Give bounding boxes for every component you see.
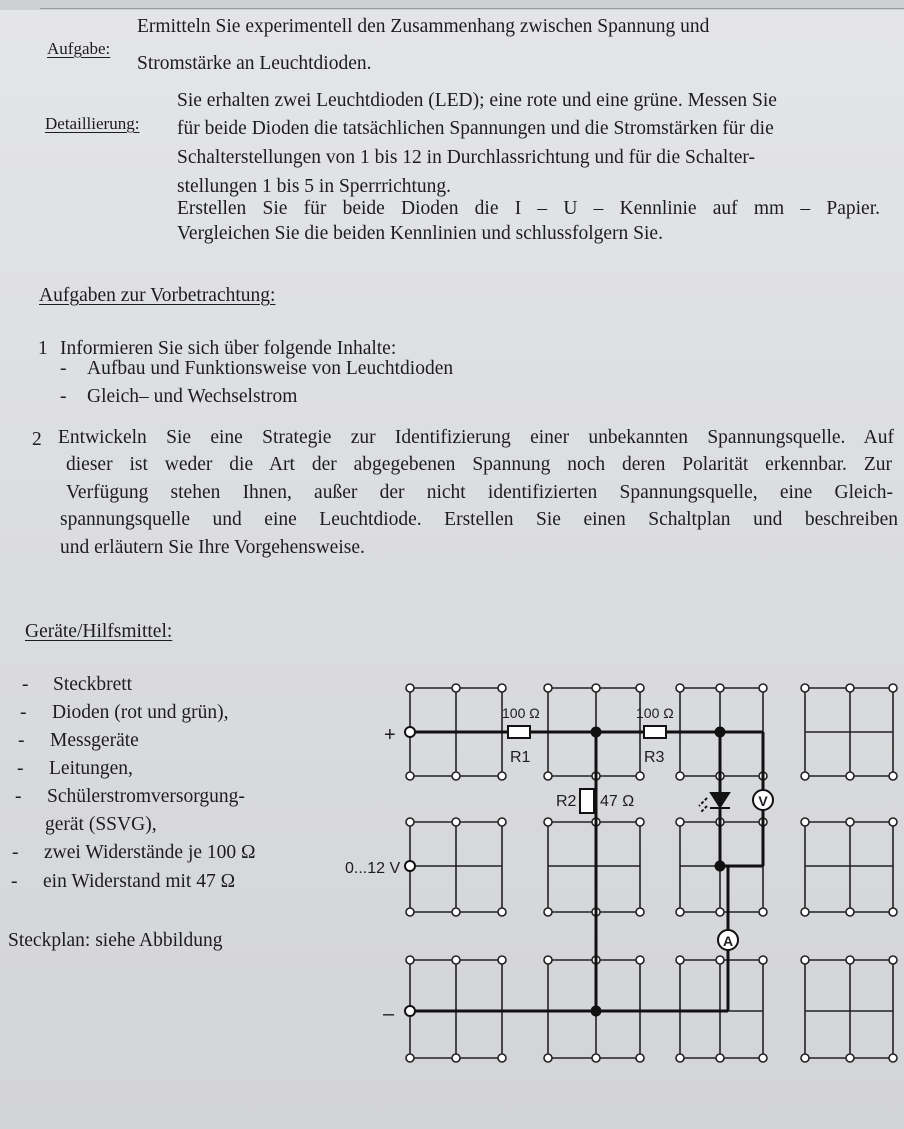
- detail-line-2: für beide Dioden die tatsächlichen Spannungen und die Stromstärken für die: [177, 118, 774, 139]
- equipment-item-4: Leitungen,: [49, 758, 133, 779]
- junction-dots: [405, 727, 726, 1017]
- breadboard-hole: [889, 908, 897, 916]
- equipment-dash-8: -: [11, 871, 18, 892]
- plan-text: Steckplan: siehe Abbildung: [8, 930, 223, 951]
- detail-line-6: Vergleichen Sie die beiden Kennlinien und schlussfolgern Sie.: [177, 223, 663, 244]
- r3-label: R3: [644, 749, 665, 766]
- breadboard-hole: [406, 908, 414, 916]
- breadboard-hole: [636, 818, 644, 826]
- breadboard-hole: [406, 818, 414, 826]
- breadboard-hole: [889, 1054, 897, 1062]
- pre-item2-line-1: Entwickeln Sie eine Strategie zur Identifizierung einer unbekannten Spannungsquelle. Auf: [58, 427, 894, 448]
- breadboard-hole: [452, 684, 460, 692]
- led-arrow: [699, 798, 707, 806]
- breadboard-hole: [636, 684, 644, 692]
- breadboard-hole: [846, 818, 854, 826]
- detail-label: Detaillierung:: [45, 114, 140, 133]
- pre-bullet-1-dash: -: [60, 358, 67, 379]
- breadboard-hole: [452, 908, 460, 916]
- pre-bullet-2-dash: -: [60, 386, 67, 407]
- breadboard-hole: [889, 684, 897, 692]
- breadboard-hole: [846, 772, 854, 780]
- detail-line-5: Erstellen Sie für beide Dioden die I – U – Kennlinie auf mm – Papier.: [177, 198, 880, 219]
- breadboard-hole: [801, 1054, 809, 1062]
- resistor-r2: [580, 789, 594, 813]
- plus-label: +: [384, 724, 396, 746]
- detail-line-3: Schalterstellungen von 1 bis 12 in Durchlassrichtung und für die Schalter-: [177, 147, 755, 168]
- equipment-dash-4: -: [17, 758, 24, 779]
- junction-dot: [591, 1006, 602, 1017]
- breadboard-hole: [406, 956, 414, 964]
- pre-item2-line-5: und erläutern Sie Ihre Vorgehensweise.: [60, 537, 365, 558]
- led-arrow: [701, 806, 707, 812]
- equipment-item-5: Schülerstromversorgung-: [47, 786, 245, 807]
- minus-terminal: [405, 1006, 415, 1016]
- breadboard-hole: [759, 1054, 767, 1062]
- breadboard-hole: [759, 908, 767, 916]
- breadboard-hole: [676, 684, 684, 692]
- breadboard-hole: [636, 908, 644, 916]
- breadboard-hole: [452, 772, 460, 780]
- breadboard-hole: [452, 956, 460, 964]
- breadboard-hole: [498, 956, 506, 964]
- pre-item1-number: 1: [38, 338, 48, 359]
- r2-value: 47 Ω: [600, 793, 635, 810]
- breadboard-hole: [759, 684, 767, 692]
- detail-line-4: stellungen 1 bis 5 in Sperrrichtung.: [177, 176, 452, 197]
- led-triangle: [711, 793, 729, 807]
- task-label: Aufgabe:: [47, 39, 111, 58]
- breadboard-hole: [846, 956, 854, 964]
- breadboard-hole: [452, 818, 460, 826]
- breadboard-hole: [452, 1054, 460, 1062]
- resistor-r1: [508, 726, 530, 738]
- pre-bullet-2: Gleich– und Wechselstrom: [87, 386, 298, 407]
- breadboard-hole: [544, 772, 552, 780]
- breadboard-hole: [406, 1054, 414, 1062]
- breadboard-hole: [801, 956, 809, 964]
- breadboard-hole: [846, 684, 854, 692]
- breadboard-hole: [676, 1054, 684, 1062]
- breadboard-hole: [676, 908, 684, 916]
- equipment-dash-2: -: [20, 702, 27, 723]
- breadboard-hole: [889, 772, 897, 780]
- minus-label: –: [383, 1003, 395, 1025]
- equipment-item-8: ein Widerstand mit 47 Ω: [43, 871, 236, 892]
- equipment-dash-7: -: [12, 842, 19, 863]
- breadboard-hole: [636, 956, 644, 964]
- breadboard-hole: [498, 772, 506, 780]
- breadboard-hole: [801, 818, 809, 826]
- junction-dot: [715, 861, 726, 872]
- plus-terminal: [405, 727, 415, 737]
- r2-label: R2: [556, 793, 577, 810]
- equipment-dash-1: -: [22, 674, 29, 695]
- junction-dot: [591, 727, 602, 738]
- equipment-item-1: Steckbrett: [53, 674, 133, 695]
- equipment-heading: Geräte/Hilfsmittel:: [25, 621, 173, 642]
- breadboard-hole: [544, 684, 552, 692]
- breadboard-hole: [592, 1054, 600, 1062]
- pre-item2-line-4: spannungsquelle und eine Leuchtdiode. Erstellen Sie einen Schaltplan und beschreiben: [60, 509, 898, 530]
- equipment-item-2: Dioden (rot und grün),: [52, 702, 229, 723]
- breadboard-hole: [846, 1054, 854, 1062]
- breadboard-hole: [676, 772, 684, 780]
- breadboard-hole: [716, 956, 724, 964]
- led-symbol: [699, 793, 730, 812]
- junction-dot: [715, 727, 726, 738]
- breadboard-hole: [716, 908, 724, 916]
- breadboard-hole: [716, 684, 724, 692]
- equipment-dash-3: -: [18, 730, 25, 751]
- breadboard-hole: [544, 818, 552, 826]
- source-label: 0...12 V: [345, 860, 401, 877]
- equipment-item-7: zwei Widerstände je 100 Ω: [44, 842, 256, 863]
- breadboard-hole: [846, 908, 854, 916]
- breadboard-hole: [544, 1054, 552, 1062]
- task-line-2: Stromstärke an Leuchtdioden.: [137, 53, 372, 74]
- voltmeter-label: V: [758, 793, 768, 809]
- equipment-dash-5: -: [15, 786, 22, 807]
- circuit-wires: [410, 732, 763, 1011]
- breadboard-hole: [676, 818, 684, 826]
- breadboard-hole: [889, 956, 897, 964]
- breadboard-hole: [636, 772, 644, 780]
- resistor-r3: [644, 726, 666, 738]
- detail-line-1: Sie erhalten zwei Leuchtdioden (LED); eine rote und eine grüne. Messen Sie: [177, 90, 777, 111]
- r1-value: 100 Ω: [502, 705, 540, 721]
- breadboard-hole: [676, 956, 684, 964]
- breadboard-hole: [716, 1054, 724, 1062]
- pre-item1-text: Informieren Sie sich über folgende Inhalte:: [60, 338, 397, 359]
- breadboard-hole: [498, 908, 506, 916]
- task-line-1: Ermitteln Sie experimentell den Zusammenhang zwischen Spannung und: [137, 16, 710, 37]
- breadboard-hole: [498, 1054, 506, 1062]
- breadboard-hole: [406, 772, 414, 780]
- breadboard-hole: [801, 908, 809, 916]
- breadboard-hole: [801, 772, 809, 780]
- r3-value: 100 Ω: [636, 705, 674, 721]
- pre-item2-line-2: dieser ist weder die Art der abgegebenen Spannung noch deren Polarität erkennbar. Zur: [66, 454, 892, 475]
- pre-heading: Aufgaben zur Vorbetrachtung:: [39, 285, 276, 306]
- breadboard-hole: [498, 818, 506, 826]
- breadboard-hole: [759, 956, 767, 964]
- breadboard-hole: [544, 908, 552, 916]
- breadboard-hole: [544, 956, 552, 964]
- equipment-item-3: Messgeräte: [50, 730, 139, 751]
- pre-bullet-1: Aufbau und Funktionsweise von Leuchtdioden: [87, 358, 454, 379]
- breadboard-hole: [889, 818, 897, 826]
- pre-item2-number: 2: [32, 429, 42, 450]
- breadboard-hole: [498, 684, 506, 692]
- breadboard-hole: [636, 1054, 644, 1062]
- breadboard-hole: [406, 684, 414, 692]
- ammeter-label: A: [722, 933, 734, 949]
- breadboard-grid: [406, 684, 897, 1062]
- breadboard-hole: [801, 684, 809, 692]
- equipment-item-6: gerät (SSVG),: [45, 814, 157, 835]
- source-terminal: [405, 861, 415, 871]
- pre-item2-line-3: Verfügung stehen Ihnen, außer der nicht identifizierten Spannungsquelle, eine Gleich-: [66, 482, 893, 503]
- r1-label: R1: [510, 749, 531, 766]
- breadboard-hole: [592, 684, 600, 692]
